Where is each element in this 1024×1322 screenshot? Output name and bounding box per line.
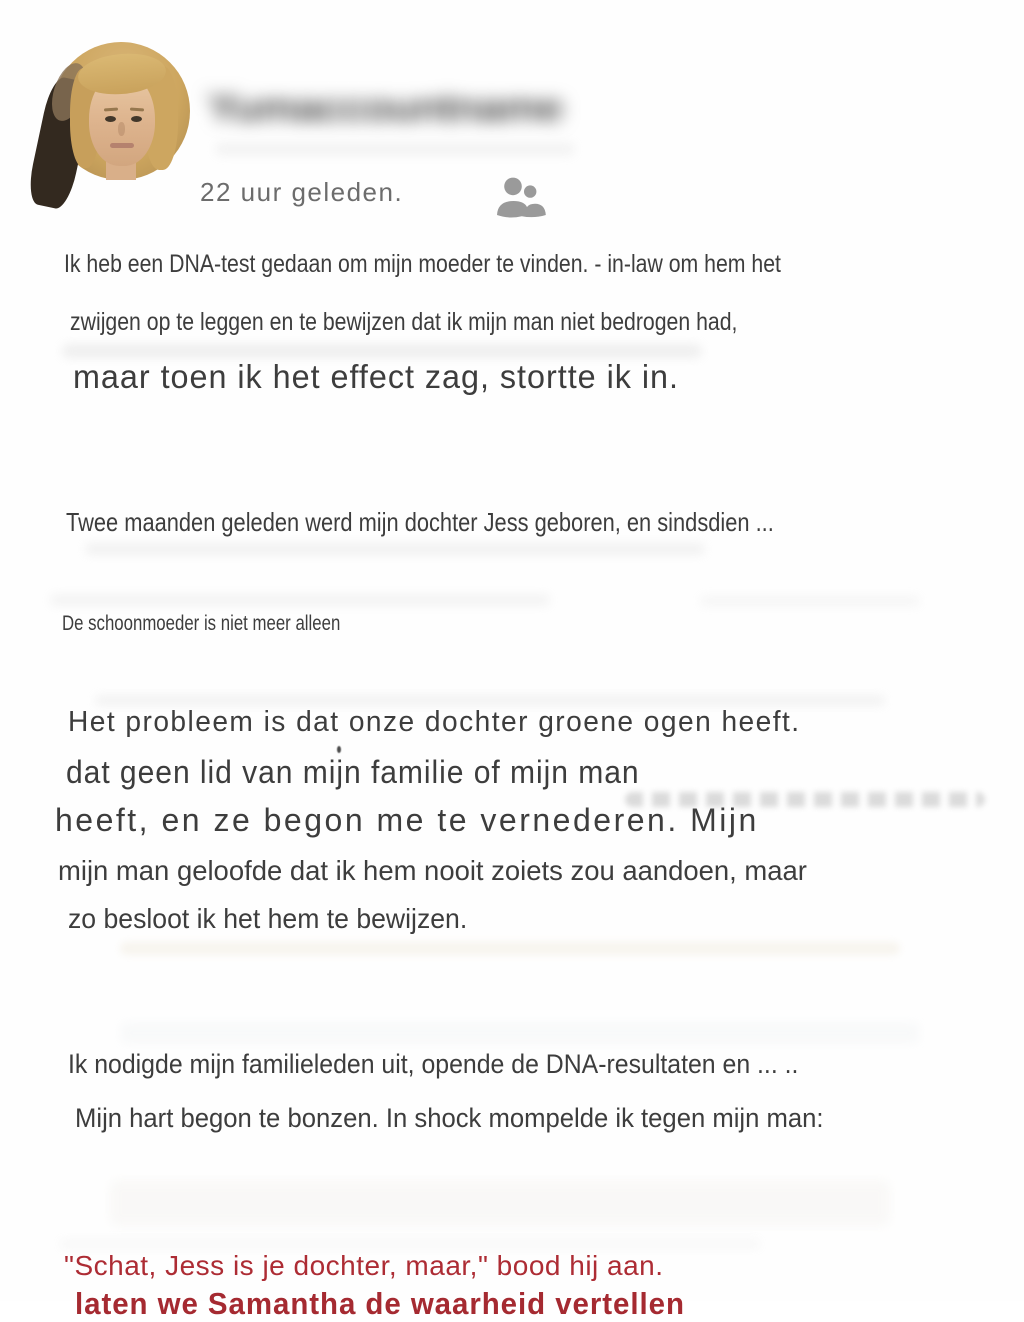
post-text-line: Ik heb een DNA-test gedaan om mijn moeder te vinden. - in-law om hem het: [64, 250, 781, 278]
post-text-line: zwijgen op te leggen en te bewijzen dat ik mijn man niet bedrogen had,: [70, 308, 738, 336]
avatar-eye: [105, 116, 116, 122]
scan-artifact-dot: [337, 746, 341, 753]
avatar-nose: [118, 122, 125, 136]
blur-artifact: [120, 942, 900, 955]
avatar-mouth: [110, 143, 134, 148]
post-text-line: dat geen lid van mijn familie of mijn man: [66, 754, 640, 790]
post-text-line: Ik nodigde mijn familieleden uit, opende de DNA-resultaten en ... ..: [68, 1049, 799, 1079]
blur-artifact: [120, 1022, 920, 1044]
blur-artifact: [110, 1180, 890, 1226]
avatar[interactable]: [52, 42, 190, 180]
post-text-line-red-cutoff: laten we Samantha de waarheid vertellen: [75, 1286, 685, 1321]
post-text-line: Mijn hart begon te bonzen. In shock mompelde ik tegen mijn man:: [75, 1103, 824, 1133]
blur-artifact: [62, 344, 702, 358]
blur-artifact: [95, 696, 885, 705]
post-text-line: Twee maanden geleden werd mijn dochter Jess geboren, en sindsdien ...: [66, 507, 774, 537]
avatar-eye: [131, 116, 142, 122]
post-text-line: zo besloot ik het hem te bewijzen.: [68, 903, 468, 934]
post-timestamp[interactable]: 22 uur geleden.: [200, 177, 404, 207]
post-text-line: Het probleem is dat onze dochter groene ogen heeft.: [68, 706, 801, 738]
blur-artifact: [50, 594, 550, 606]
blur-artifact: [85, 543, 705, 555]
username-blur-redacted[interactable]: Yumaccountname: [208, 86, 562, 131]
post-text-line: heeft, en ze begon me te vernederen. Mijn: [55, 802, 759, 838]
blur-artifact: [700, 596, 920, 606]
friends-privacy-icon: [493, 174, 547, 220]
post-text-line: De schoonmoeder is niet meer alleen: [62, 612, 341, 635]
post-text-line: maar toen ik het effect zag, stortte ik in.: [73, 358, 679, 395]
post-text-line: mijn man geloofde dat ik hem nooit zoiets zou aandoen, maar: [58, 855, 807, 886]
blur-artifact: [60, 1240, 760, 1248]
blur-artifact: [625, 792, 985, 807]
post-text-line-red: "Schat, Jess is je dochter, maar," bood hij aan.: [64, 1250, 664, 1281]
blur-artifact: [215, 142, 575, 156]
